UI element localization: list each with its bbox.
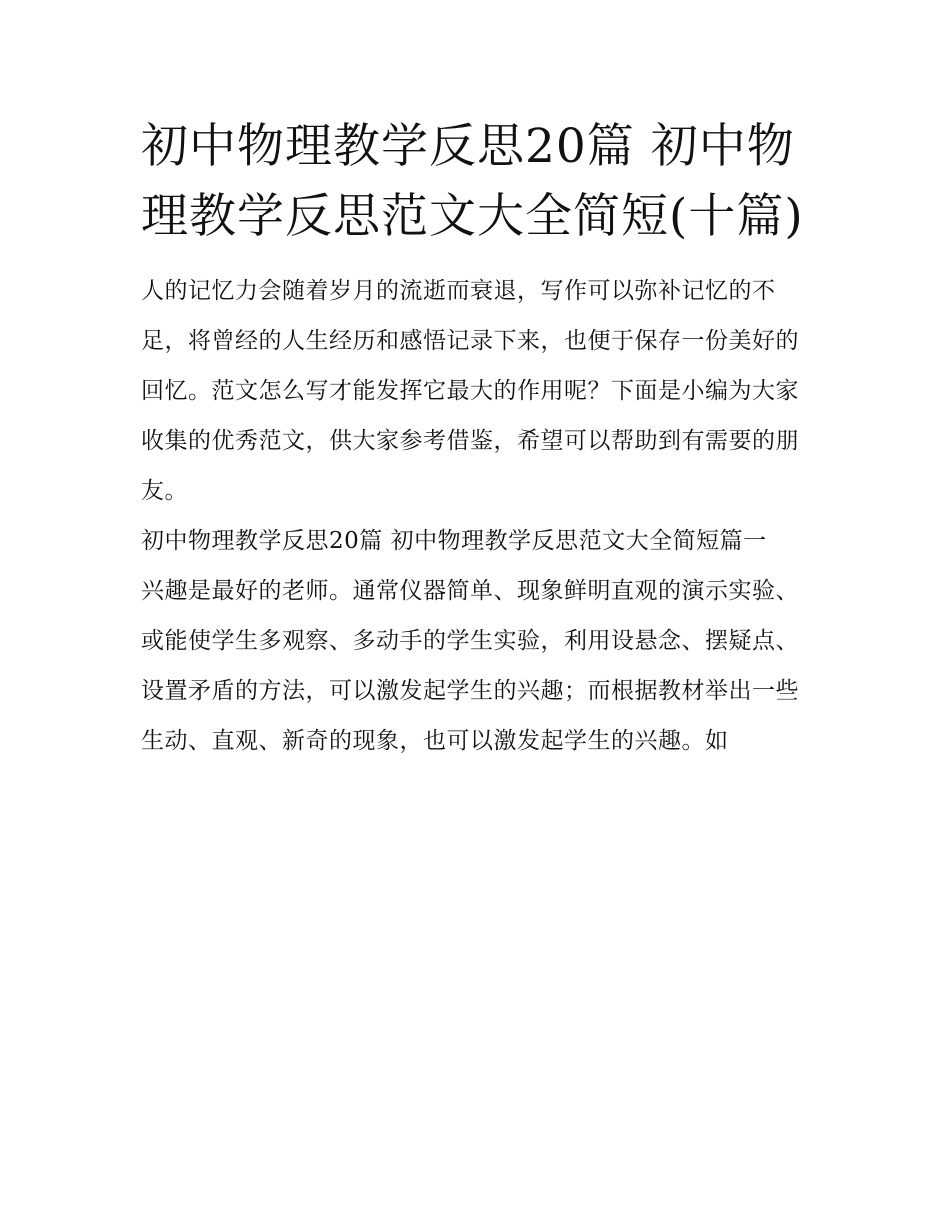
section-heading: 初中物理教学反思20篇 初中物理教学反思范文大全简短篇一 bbox=[141, 528, 767, 554]
intro-paragraph: 人的记忆力会随着岁月的流逝而衰退，写作可以弥补记忆的不足，将曾经的人生经历和感悟记录下来，也便于保存一份美好的回忆。范文怎么写才能发挥它最大的作用呢？下面是小编为大家收集的优秀范文，供大家参考借鉴，希望可以帮助到有需要的朋友。 bbox=[141, 278, 799, 504]
document-page bbox=[141, 112, 813, 766]
body-paragraph: 兴趣是最好的老师。通常仪器简单、现象鲜明直观的演示实验、或能使学生多观察、多动手的学生实验，利用设悬念、摆疑点、设置矛盾的方法，可以激发起学生的兴趣；而根据教材举出一些生动、直观、新奇的现象，也可以激发起学生的兴趣。如 bbox=[141, 578, 799, 754]
document-title: 初中物理教学反思20篇 初中物理教学反思范文大全简短(十篇) bbox=[141, 119, 804, 244]
